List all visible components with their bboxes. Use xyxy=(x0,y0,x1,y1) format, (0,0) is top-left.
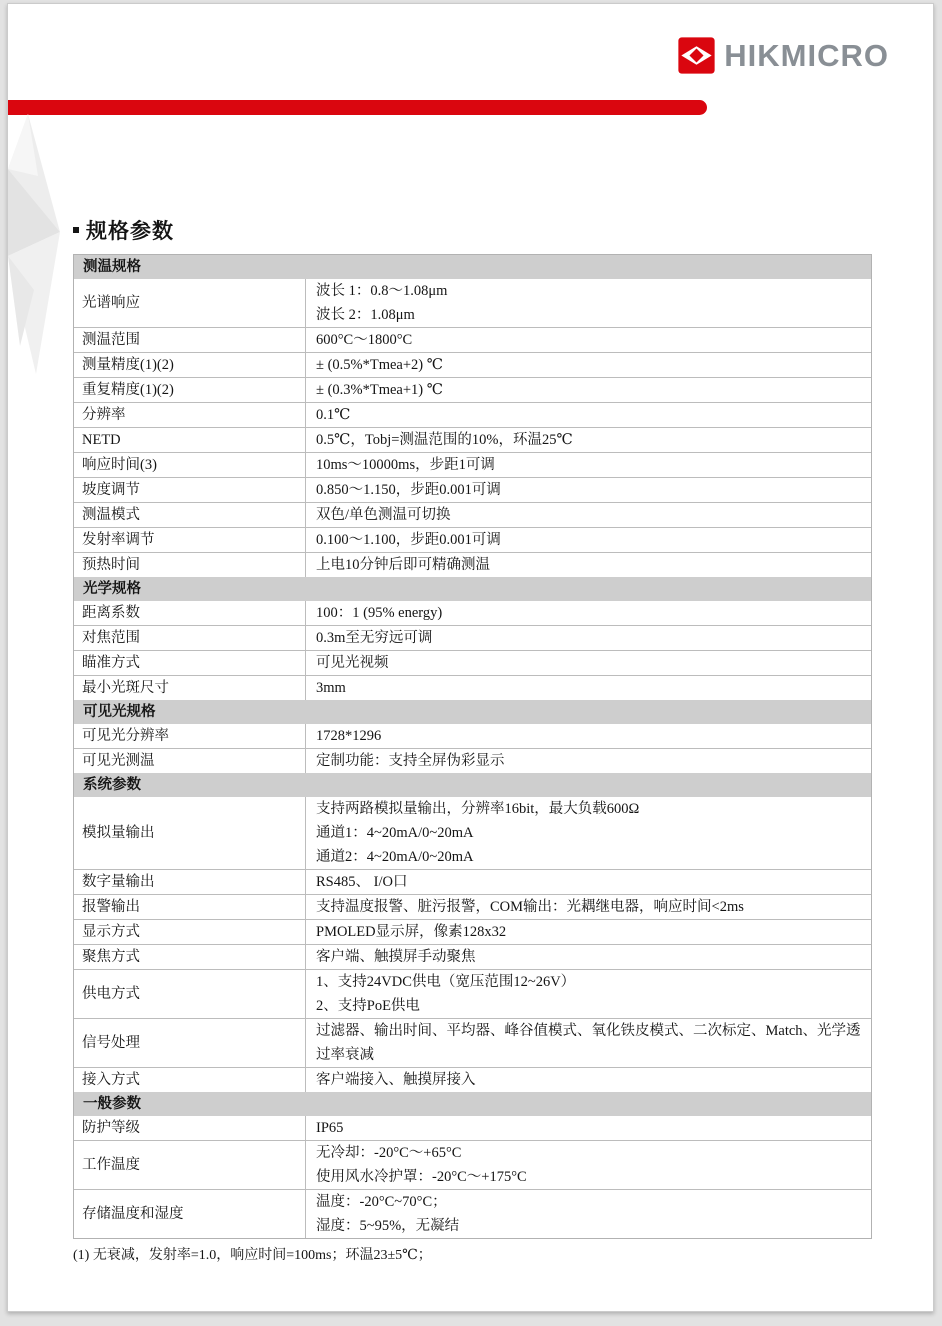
value-line: 湿度：5~95%，无凝结 xyxy=(316,1218,460,1234)
table-row xyxy=(74,894,871,919)
row-label: 最小光斑尺寸 xyxy=(74,676,306,700)
value-line: 600°C～1800°C xyxy=(316,332,413,348)
table-row xyxy=(74,869,871,894)
row-value xyxy=(306,797,871,869)
value-line: 无冷却：-20°C～+65°C xyxy=(316,1145,462,1161)
row-value xyxy=(306,970,871,1018)
row-value xyxy=(306,503,871,527)
row-label: 报警输出 xyxy=(74,895,306,919)
value-line: 客户端接入、触摸屏接入 xyxy=(316,1072,476,1088)
row-label: 对焦范围 xyxy=(74,626,306,650)
hikmicro-wordmark: HIKMICRO xyxy=(724,37,889,73)
value-line: 通道1：4~20mA/0~20mA xyxy=(316,825,474,841)
section-header: 可见光规格 xyxy=(74,700,871,724)
watermark-star-icon xyxy=(8,114,68,376)
value-line: 温度：-20°C~70°C； xyxy=(316,1194,447,1210)
row-label: 重复精度(1)(2) xyxy=(74,378,306,402)
table-row xyxy=(74,477,871,502)
row-value xyxy=(306,724,871,748)
value-line: 支持两路模拟量输出，分辨率16bit，最大负载600Ω xyxy=(316,801,640,817)
table-row xyxy=(74,327,871,352)
value-line: 定制功能：支持全屏伪彩显示 xyxy=(316,753,505,769)
row-value xyxy=(306,749,871,773)
value-line: 3mm xyxy=(316,680,346,696)
row-label: 分辨率 xyxy=(74,403,306,427)
row-label: 模拟量输出 xyxy=(74,797,306,869)
table-row xyxy=(74,797,871,869)
value-line: 客户端、触摸屏手动聚焦 xyxy=(316,949,476,965)
table-row xyxy=(74,625,871,650)
row-value xyxy=(306,378,871,402)
title-row xyxy=(73,215,872,245)
table-row xyxy=(74,748,871,773)
table-row xyxy=(74,1116,871,1140)
table-row xyxy=(74,650,871,675)
value-line: 可见光视频 xyxy=(316,655,389,671)
row-label: 坡度调节 xyxy=(74,478,306,502)
row-label: 可见光测温 xyxy=(74,749,306,773)
row-label: 供电方式 xyxy=(74,970,306,1018)
table-row xyxy=(74,919,871,944)
row-value xyxy=(306,528,871,552)
row-label: NETD xyxy=(74,428,306,452)
value-line: 过滤器、输出时间、平均器、峰谷值模式、氧化铁皮模式、二次标定、Match、光学透过率衰减 xyxy=(316,1023,861,1063)
title-bullet-icon xyxy=(73,227,79,233)
row-label: 距离系数 xyxy=(74,601,306,625)
row-value xyxy=(306,478,871,502)
value-line: 通道2：4~20mA/0~20mA xyxy=(316,849,474,865)
value-line: ± (0.5%*Tmea+2) ℃ xyxy=(316,357,443,373)
page-title: 规格参数 xyxy=(86,220,174,243)
table-row xyxy=(74,452,871,477)
footnote: (1) 无衰减，发射率=1.0，响应时间=100ms；环温23±5℃； xyxy=(73,1248,432,1263)
row-value xyxy=(306,651,871,675)
row-value xyxy=(306,601,871,625)
value-line: IP65 xyxy=(316,1120,344,1136)
row-label: 测量精度(1)(2) xyxy=(74,353,306,377)
table-row xyxy=(74,552,871,577)
value-line: PMOLED显示屏，像素128x32 xyxy=(316,924,507,940)
value-line: 波长 1：0.8～1.08μm xyxy=(316,283,448,299)
row-label: 信号处理 xyxy=(74,1019,306,1067)
row-label: 预热时间 xyxy=(74,553,306,577)
row-label: 光谱响应 xyxy=(74,279,306,327)
table-row xyxy=(74,377,871,402)
table-row xyxy=(74,527,871,552)
row-label: 存储温度和湿度 xyxy=(74,1190,306,1238)
value-line: 波长 2：1.08μm xyxy=(316,307,415,323)
red-accent-bar xyxy=(8,100,707,115)
row-label: 发射率调节 xyxy=(74,528,306,552)
row-value xyxy=(306,353,871,377)
table-row xyxy=(74,675,871,700)
value-line: 使用风水冷护罩：-20°C～+175°C xyxy=(316,1169,527,1185)
value-line: 2、支持PoE供电 xyxy=(316,998,420,1014)
main-content xyxy=(73,215,872,1265)
row-value xyxy=(306,553,871,577)
section-header: 光学规格 xyxy=(74,577,871,601)
row-label: 防护等级 xyxy=(74,1116,306,1140)
row-label: 测温范围 xyxy=(74,328,306,352)
section-header: 测温规格 xyxy=(74,255,871,279)
hikmicro-logo-icon xyxy=(678,37,715,74)
table-row xyxy=(74,1018,871,1067)
row-value xyxy=(306,895,871,919)
row-label: 聚焦方式 xyxy=(74,945,306,969)
row-label: 可见光分辨率 xyxy=(74,724,306,748)
row-label: 响应时间(3) xyxy=(74,453,306,477)
row-value xyxy=(306,453,871,477)
row-label: 工作温度 xyxy=(74,1141,306,1189)
row-label: 显示方式 xyxy=(74,920,306,944)
table-row xyxy=(74,1140,871,1189)
row-value xyxy=(306,870,871,894)
table-row xyxy=(74,969,871,1018)
value-line: 1728*1296 xyxy=(316,728,382,744)
row-value xyxy=(306,279,871,327)
table-row xyxy=(74,724,871,748)
value-line: 1、支持24VDC供电（宽压范围12~26V） xyxy=(316,974,576,990)
value-line: 支持温度报警、脏污报警，COM输出：光耦继电器，响应时间<2ms xyxy=(316,899,744,915)
row-value xyxy=(306,945,871,969)
row-label: 测温模式 xyxy=(74,503,306,527)
row-value xyxy=(306,1019,871,1067)
value-line: 10ms～10000ms，步距1可调 xyxy=(316,457,495,473)
value-line: RS485、 I/O口 xyxy=(316,874,408,890)
brand-header xyxy=(678,37,889,74)
row-label: 瞄准方式 xyxy=(74,651,306,675)
table-row xyxy=(74,1189,871,1238)
row-value xyxy=(306,428,871,452)
row-value xyxy=(306,626,871,650)
row-value xyxy=(306,676,871,700)
spec-table xyxy=(73,254,872,1239)
row-value xyxy=(306,403,871,427)
table-row xyxy=(74,944,871,969)
value-line: 0.3m至无穷远可调 xyxy=(316,630,433,646)
value-line: 上电10分钟后即可精确测温 xyxy=(316,557,490,573)
value-line: 100：1 (95% energy) xyxy=(316,605,443,621)
section-header: 一般参数 xyxy=(74,1092,871,1116)
value-line: 0.100～1.100，步距0.001可调 xyxy=(316,532,501,548)
value-line: 双色/单色测温可切换 xyxy=(316,507,451,523)
table-row xyxy=(74,502,871,527)
value-line: ± (0.3%*Tmea+1) ℃ xyxy=(316,382,443,398)
row-value xyxy=(306,1068,871,1092)
row-value xyxy=(306,1116,871,1140)
row-value xyxy=(306,920,871,944)
value-line: 0.5℃，Tobj=测温范围的10%，环温25℃ xyxy=(316,432,573,448)
row-value xyxy=(306,1141,871,1189)
value-line: 0.850～1.150，步距0.001可调 xyxy=(316,482,501,498)
table-row xyxy=(74,601,871,625)
value-line: 0.1℃ xyxy=(316,407,351,423)
document-page xyxy=(7,3,934,1312)
row-label: 接入方式 xyxy=(74,1068,306,1092)
table-row xyxy=(74,402,871,427)
row-label: 数字量输出 xyxy=(74,870,306,894)
table-row xyxy=(74,427,871,452)
section-header: 系统参数 xyxy=(74,773,871,797)
table-row xyxy=(74,352,871,377)
row-value xyxy=(306,328,871,352)
table-row xyxy=(74,1067,871,1092)
table-row xyxy=(74,279,871,327)
row-value xyxy=(306,1190,871,1238)
